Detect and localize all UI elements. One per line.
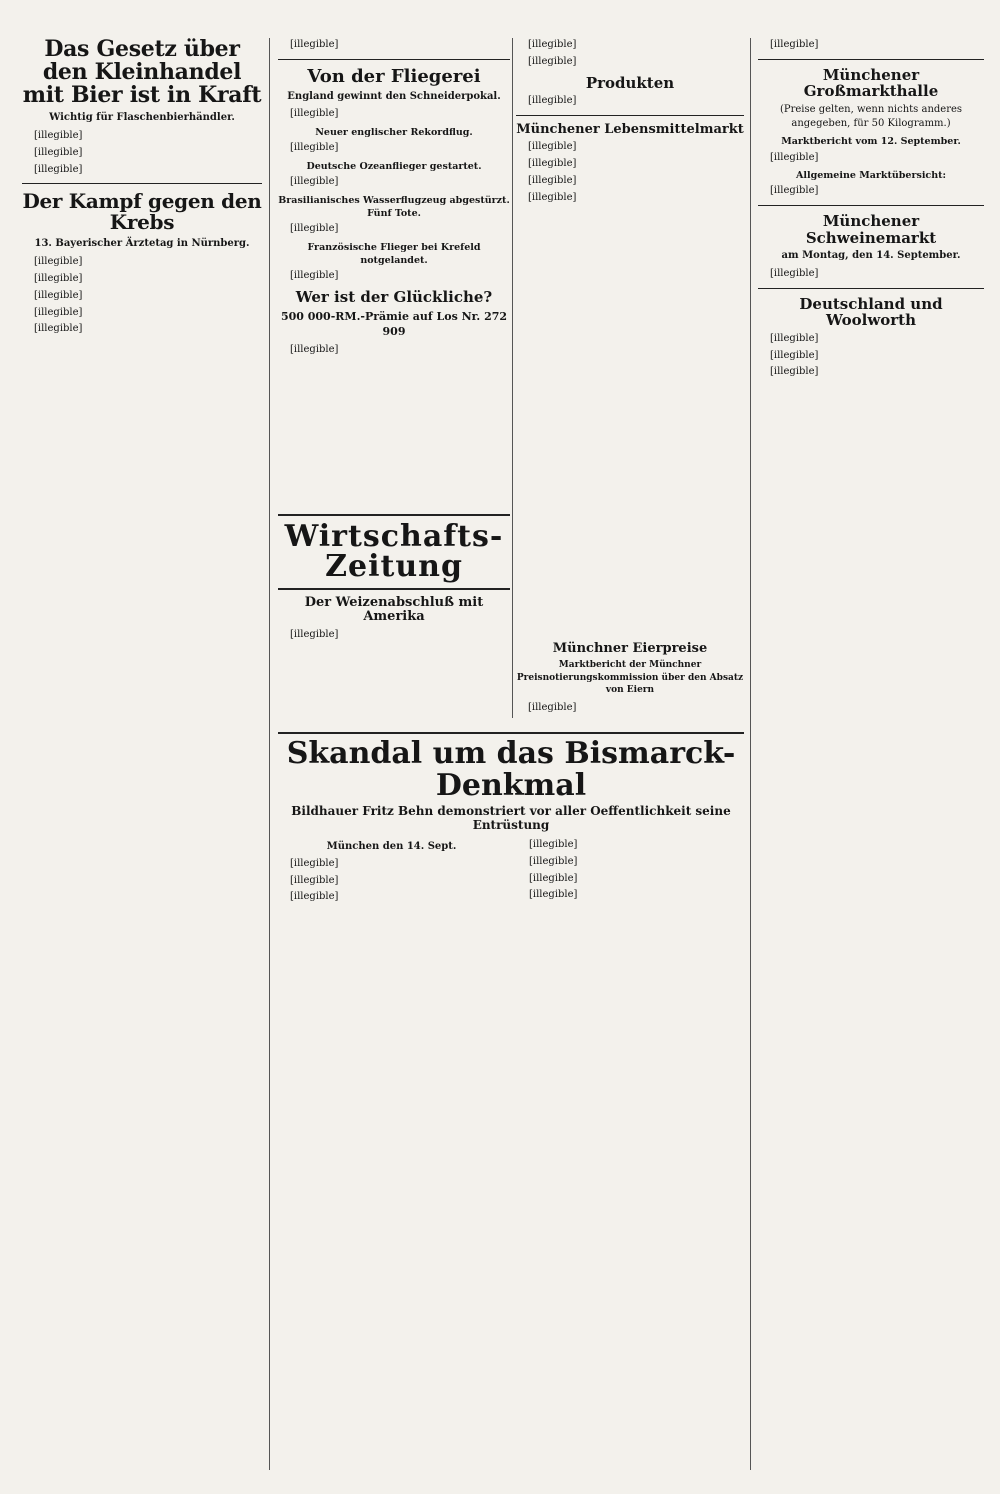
wirtschaft-section [278, 504, 510, 726]
subhead-fliegerei: England gewinnt den Schneiderpokal. [287, 90, 501, 102]
paragraph: [illegible] [770, 349, 819, 361]
paragraph: [illegible] [770, 185, 819, 197]
headline-lottery: Wer ist der Glückliche? [295, 288, 493, 307]
paragraph: [illegible] [770, 332, 819, 344]
eierpreise-section [516, 640, 744, 726]
headline-lebensmittelmarkt: Münchener Lebensmittelmarkt [516, 121, 744, 137]
paragraph: [illegible] [290, 142, 339, 154]
paragraph: [illegible] [34, 323, 83, 335]
paragraph: [illegible] [34, 289, 83, 301]
bismarck-section [278, 732, 744, 1472]
divider [278, 59, 510, 60]
headline-bismarck: Skandal um das Bismarck-Denkmal [278, 732, 744, 801]
headline-krebs: Der Kampf gegen den Krebs [22, 189, 262, 235]
column-rule [512, 38, 513, 718]
divider [758, 288, 984, 289]
paragraph: [illegible] [529, 855, 578, 867]
subhead-eierpreise: Marktbericht der Münchner Preisnotierungskommission über den Absatz von Eiern [516, 660, 744, 696]
paragraph: [illegible] [770, 151, 819, 163]
wirtschaft-masthead: Wirtschafts-Zeitung [278, 514, 510, 590]
column-rule [269, 38, 270, 1470]
paragraph: [illegible] [528, 701, 577, 713]
paragraph: [illegible] [528, 39, 577, 50]
headline-bier-gesetz: Das Gesetz über den Kleinhandel mit Bier ist in Kraft [22, 38, 262, 109]
paragraph: [illegible] [528, 141, 577, 153]
column-rule [750, 38, 751, 1470]
headline-eierpreise: Münchner Eierpreise [552, 641, 708, 656]
paragraph: [illegible] [290, 857, 339, 869]
paragraph: [illegible] [290, 891, 339, 903]
section-title: Deutsche Ozeanflieger gestartet. [306, 161, 482, 173]
paragraph: [illegible] [290, 628, 339, 640]
column-1 [22, 38, 262, 1470]
headline-fliegerei: Von der Fliegerei [307, 65, 481, 87]
paragraph: [illegible] [290, 108, 339, 120]
section-title: Allgemeine Marktübersicht: [795, 170, 947, 182]
divider [22, 183, 262, 184]
subhead-schweinemarkt: am Montag, den 14. September. [781, 250, 961, 262]
paragraph: [illegible] [770, 268, 819, 279]
paragraph: [illegible] [529, 889, 578, 901]
subhead-bismarck: Bildhauer Fritz Behn demonstriert vor aller Oeffentlichkeit seine Entrüstung [291, 804, 731, 832]
section-title: Marktbericht vom 12. September. [781, 136, 961, 148]
paragraph: [illegible] [290, 343, 339, 355]
headline-woolworth: Deutschland und Woolworth [799, 294, 943, 330]
headline-weizen: Der Weizenabschluß mit Amerika [304, 595, 484, 625]
section-title: Französische Flieger bei Krefeld notgelandet. [307, 242, 481, 267]
column-3 [516, 38, 744, 718]
paragraph: [illegible] [290, 223, 339, 235]
paragraph: [illegible] [34, 130, 83, 142]
paragraph: [illegible] [528, 157, 577, 169]
paragraph: [illegible] [770, 366, 819, 378]
paragraph: [illegible] [290, 874, 339, 886]
paragraph: [illegible] [290, 270, 339, 282]
paragraph: [illegible] [290, 176, 339, 188]
bismarck-left-column [278, 838, 505, 1472]
paragraph: [illegible] [529, 839, 578, 850]
paragraph: [illegible] [770, 39, 819, 50]
paragraph: [illegible] [34, 163, 83, 175]
paragraph: [illegible] [528, 55, 577, 67]
subhead-lottery: 500 000-RM.-Prämie auf Los Nr. 272 909 [280, 309, 508, 338]
paragraph: [illegible] [528, 191, 577, 203]
dateline: München den 14. Sept. [326, 841, 457, 852]
paragraph: [illegible] [34, 306, 83, 318]
subhead-bier-gesetz: Wichtig für Flaschenbierhändler. [49, 112, 235, 124]
paragraph: [illegible] [529, 872, 578, 884]
paragraph: [illegible] [34, 273, 83, 285]
paragraph: [illegible] [528, 95, 577, 107]
headline-produkten: Produkten [585, 73, 675, 92]
divider [758, 59, 984, 60]
section-title: Brasilianisches Wasserflugzeug abgestürzt. Fünf Tote. [278, 195, 510, 220]
section-title: Neuer englischer Rekordflug. [315, 127, 473, 139]
paragraph: [illegible] [290, 39, 339, 50]
headline-grossmarkthalle: Münchener Großmarkthalle [803, 65, 939, 101]
paragraph: [illegible] [34, 146, 83, 158]
subhead-grossmarkthalle: (Preise gelten, wenn nichts anderes angegeben, für 50 Kilogramm.) [779, 103, 963, 129]
bismarck-right-column [517, 838, 744, 1472]
paragraph: [illegible] [34, 256, 83, 268]
divider [758, 205, 984, 206]
headline-schweinemarkt: Münchener Schweinemarkt [805, 212, 937, 247]
column-4 [758, 38, 984, 1470]
divider [516, 115, 744, 116]
paragraph: [illegible] [528, 174, 577, 186]
subhead-krebs: 13. Bayerischer Ärztetag in Nürnberg. [34, 238, 250, 250]
